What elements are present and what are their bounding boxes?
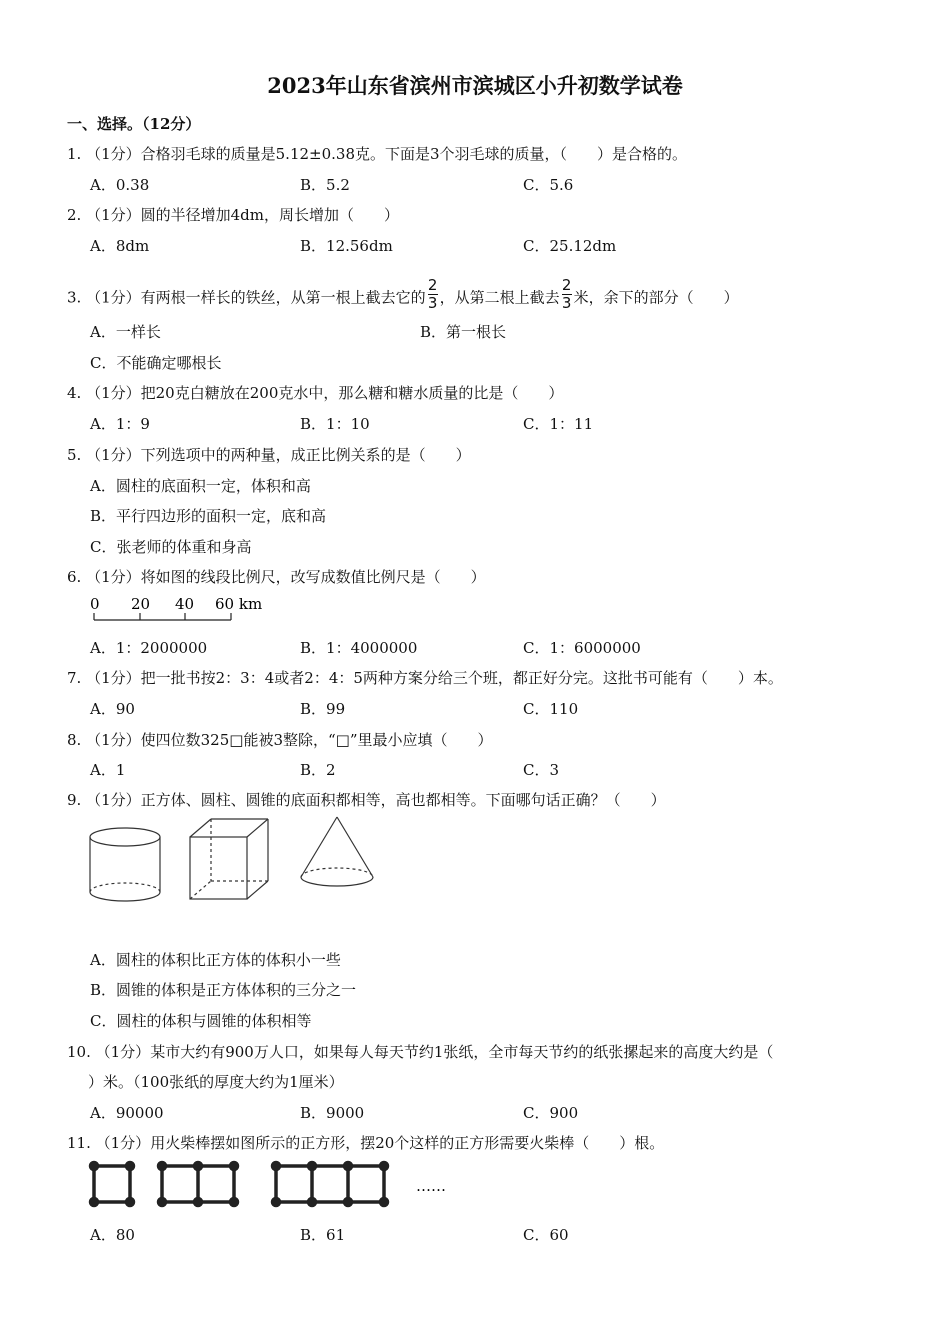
q4-option-c[interactable]: C．1：11 [523,415,594,433]
question-9: 9. （1分）正方体、圆柱、圆锥的底面积都相等，高也都相等。下面哪句话正确？（ ） [67,791,666,809]
q3-option-b[interactable]: B．第一根长 [420,323,507,341]
q7-option-c[interactable]: C．110 [523,700,579,718]
matchstick-head [127,1199,134,1206]
q5-option-a[interactable]: A．圆柱的底面积一定，体积和高 [90,477,311,495]
cube-figure [190,819,268,899]
matchstick-squares-figure [84,1158,464,1218]
question-11: 11. （1分）用火柴棒摆如图所示的正方形，摆20个这样的正方形需要火柴棒（ ）根。 [67,1134,665,1152]
solids-figure [84,815,374,910]
question-1: 1. （1分）合格羽毛球的质量是5.12±0.38克。下面是3个羽毛球的质量，（ ）是合格的。 [67,145,688,163]
scale-label-20: 20 [131,595,151,613]
q1-option-c[interactable]: C．5.6 [523,176,574,194]
fraction-1: $\frac{2}{3}$ [427,276,438,312]
q6-option-a[interactable]: A．1：2000000 [90,639,208,657]
q6-option-c[interactable]: C．1：6000000 [523,639,641,657]
matchstick-head [273,1199,280,1206]
matchstick-head [159,1199,166,1206]
question-4: 4. （1分）把20克白糖放在200克水中，那么糖和糖水质量的比是（ ） [67,384,564,402]
q1-option-b[interactable]: B．5.2 [300,176,350,194]
q5-option-c[interactable]: C．张老师的体重和身高 [90,538,252,556]
q9-option-a[interactable]: A．圆柱的体积比正方体的体积小一些 [90,951,341,969]
ellipsis-text: …… [416,1177,446,1195]
q11-option-a[interactable]: A．80 [90,1226,135,1244]
question-8: 8. （1分）使四位数325□能被3整除，“□”里最小应填（ ） [67,731,493,749]
q7-option-a[interactable]: A．90 [90,700,135,718]
q2-option-c[interactable]: C．25.12dm [523,237,617,255]
matchstick-head [309,1163,316,1170]
matchstick-head [195,1199,202,1206]
matchstick-head [91,1163,98,1170]
matchstick-head [231,1199,238,1206]
cylinder-figure [90,828,160,901]
q9-option-c[interactable]: C．圆柱的体积与圆锥的体积相等 [90,1012,312,1030]
scale-label-60km: 60 km [215,595,263,613]
q3-option-a[interactable]: A．一样长 [90,323,161,341]
q11-option-c[interactable]: C．60 [523,1226,569,1244]
matchstick-head [381,1199,388,1206]
page-title: 2023年山东省滨州市滨城区小升初数学试卷 [267,73,683,98]
q2-option-a[interactable]: A．8dm [90,237,150,255]
q10-option-b[interactable]: B．9000 [300,1104,365,1122]
q4-option-b[interactable]: B．1：10 [300,415,370,433]
scale-label-40: 40 [175,595,195,613]
matchstick-head [195,1163,202,1170]
q1-option-a[interactable]: A．0.38 [90,176,150,194]
q8-option-c[interactable]: C．3 [523,761,560,779]
q5-option-b[interactable]: B．平行四边形的面积一定，底和高 [90,507,327,525]
question-2: 2. （1分）圆的半径增加4dm，周长增加（ ） [67,206,400,224]
q9-option-b[interactable]: B．圆锥的体积是正方体体积的三分之一 [90,981,357,999]
matchstick-head [231,1163,238,1170]
matchstick-head [309,1199,316,1206]
cone-figure [301,817,373,886]
q6-option-b[interactable]: B．1：4000000 [300,639,418,657]
question-3: 3. （1分）有两根一样长的铁丝，从第一根上截去它的 $\frac{2}{3}$ ，从第二根上截去 $\frac{2}{3}$ 米，余下的部分（ ） [67,276,739,312]
q3-option-c[interactable]: C．不能确定哪根长 [90,354,222,372]
matchstick-head [127,1163,134,1170]
question-7: 7. （1分）把一批书按2：3：4或者2：4：5两种方案分给三个班，都正好分完。这批书可能有（ ）本。 [67,669,783,687]
question-10: 10. （1分）某市大约有900万人口，如果每人每天节约1张纸，全市每天节约的纸张摞起来的高度大约是（ [67,1043,774,1061]
scale-label-0: 0 [90,595,100,613]
q10-option-a[interactable]: A．90000 [90,1104,164,1122]
question-10-line2: ）米。（100张纸的厚度大约为1厘米） [88,1073,344,1091]
q7-option-b[interactable]: B．99 [300,700,346,718]
q11-option-b[interactable]: B．61 [300,1226,346,1244]
matchstick-head [91,1199,98,1206]
line-scale-bar [80,590,280,630]
q4-option-a[interactable]: A．1：9 [90,415,150,433]
q2-option-b[interactable]: B．12.56dm [300,237,393,255]
section-heading: 一、选择。（12分） [67,115,201,133]
question-6: 6. （1分）将如图的线段比例尺，改写成数值比例尺是（ ） [67,568,486,586]
matchstick-head [273,1163,280,1170]
matchstick-head [381,1163,388,1170]
fraction-2: $\frac{2}{3}$ [561,276,572,312]
matchstick-head [345,1199,352,1206]
q8-option-a[interactable]: A．1 [90,761,126,779]
question-5: 5. （1分）下列选项中的两种量，成正比例关系的是（ ） [67,446,471,464]
q8-option-b[interactable]: B．2 [300,761,336,779]
matchstick-head [345,1163,352,1170]
matchstick-head [159,1163,166,1170]
q10-option-c[interactable]: C．900 [523,1104,579,1122]
